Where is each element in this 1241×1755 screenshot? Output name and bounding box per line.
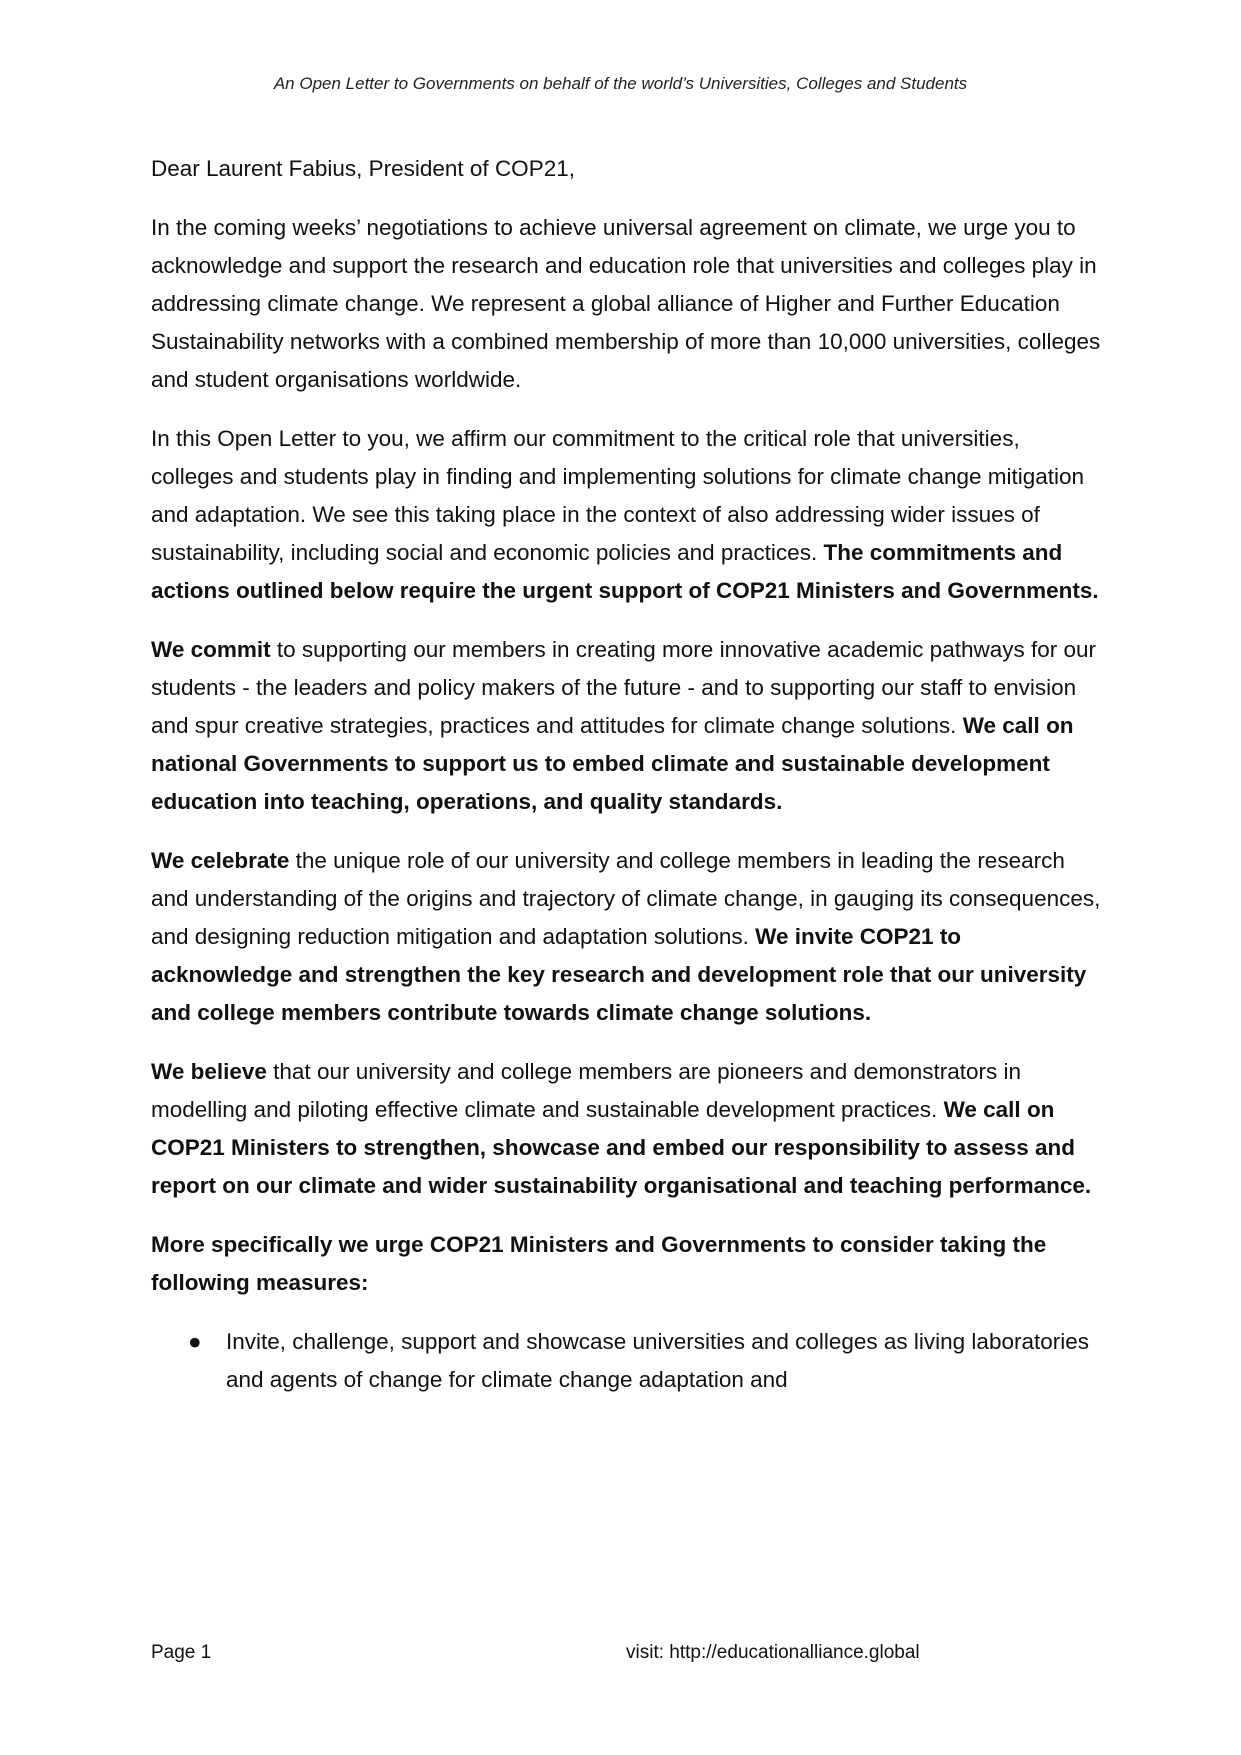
paragraph-celebrate-text: the unique role of our university and college members in leading the research and understanding of the origins and trajectory of climate change, in gauging its consequences, and designing reduction mitigation and adaptation solutions. xyxy=(151,848,1101,949)
measures-list xyxy=(151,1323,1101,1399)
footer-visit-link: visit: http://educationalliance.global xyxy=(626,1642,920,1663)
list-item xyxy=(151,1323,1101,1399)
paragraph-believe-bold: We call on COP21 Ministers to strengthen, showcase and embed our responsibility to assess and report on our climate and wider sustainability organisational and teaching performance. xyxy=(151,1097,1092,1198)
paragraph-celebrate-bold: We invite COP21 to acknowledge and strengthen the key research and development role that our university and college members contribute towards climate change solutions. xyxy=(151,924,1087,1025)
paragraph-commit-text: to supporting our members in creating more innovative academic pathways for our students - the leaders and policy makers of the future - and to supporting our staff to envision and spur creative strategies, practices and attitudes for climate change solutions. xyxy=(151,637,1097,738)
paragraph-affirm xyxy=(151,420,1101,610)
paragraph-measures xyxy=(151,1226,1101,1302)
paragraph-affirm-text: In this Open Letter to you, we affirm our commitment to the critical role that universities, colleges and students play in finding and implementing solutions for climate change mitigation and adaptation. We see this taking place in the context of also addressing wider issues of sustainability, including social and economic policies and practices. xyxy=(151,426,1085,565)
paragraph-intro: In the coming weeks’ negotiations to achieve universal agreement on climate, we urge you to acknowledge and support the research and education role that universities and colleges play in addressing climate change. We represent a global alliance of Higher and Further Education Sustainability networks with a combined membership of more than 10,000 universities, colleges and student organisations worldwide. xyxy=(151,215,1101,392)
bullet-dot-icon: ● xyxy=(188,1329,202,1354)
page-number: Page 1 xyxy=(151,1642,212,1663)
paragraph-believe xyxy=(151,1053,1101,1205)
paragraph-affirm-bold: The commitments and actions outlined below require the urgent support of COP21 Ministers and Governments. xyxy=(151,540,1099,603)
letter-body xyxy=(151,150,1101,1399)
running-header: An Open Letter to Governments on behalf of the world’s Universities, Colleges and Students xyxy=(273,74,968,93)
paragraph-commit-lead: We commit xyxy=(151,637,271,662)
paragraph-celebrate xyxy=(151,842,1101,1032)
paragraph-commit-bold: We call on national Governments to support us to embed climate and sustainable development education into teaching, operations, and quality standards. xyxy=(151,713,1074,814)
paragraph-commit xyxy=(151,631,1101,821)
salutation: Dear Laurent Fabius, President of COP21, xyxy=(151,156,575,181)
paragraph-measures-bold: More specifically we urge COP21 Ministers and Governments to consider taking the following measures: xyxy=(151,1232,1047,1295)
paragraph-believe-text: that our university and college members are pioneers and demonstrators in modelling and piloting effective climate and sustainable development practices. xyxy=(151,1059,1022,1122)
list-item-text: Invite, challenge, support and showcase universities and colleges as living laboratories and agents of change for climate change adaptation and xyxy=(226,1329,1089,1392)
paragraph-celebrate-lead: We celebrate xyxy=(151,848,290,873)
paragraph-believe-lead: We believe xyxy=(151,1059,267,1084)
